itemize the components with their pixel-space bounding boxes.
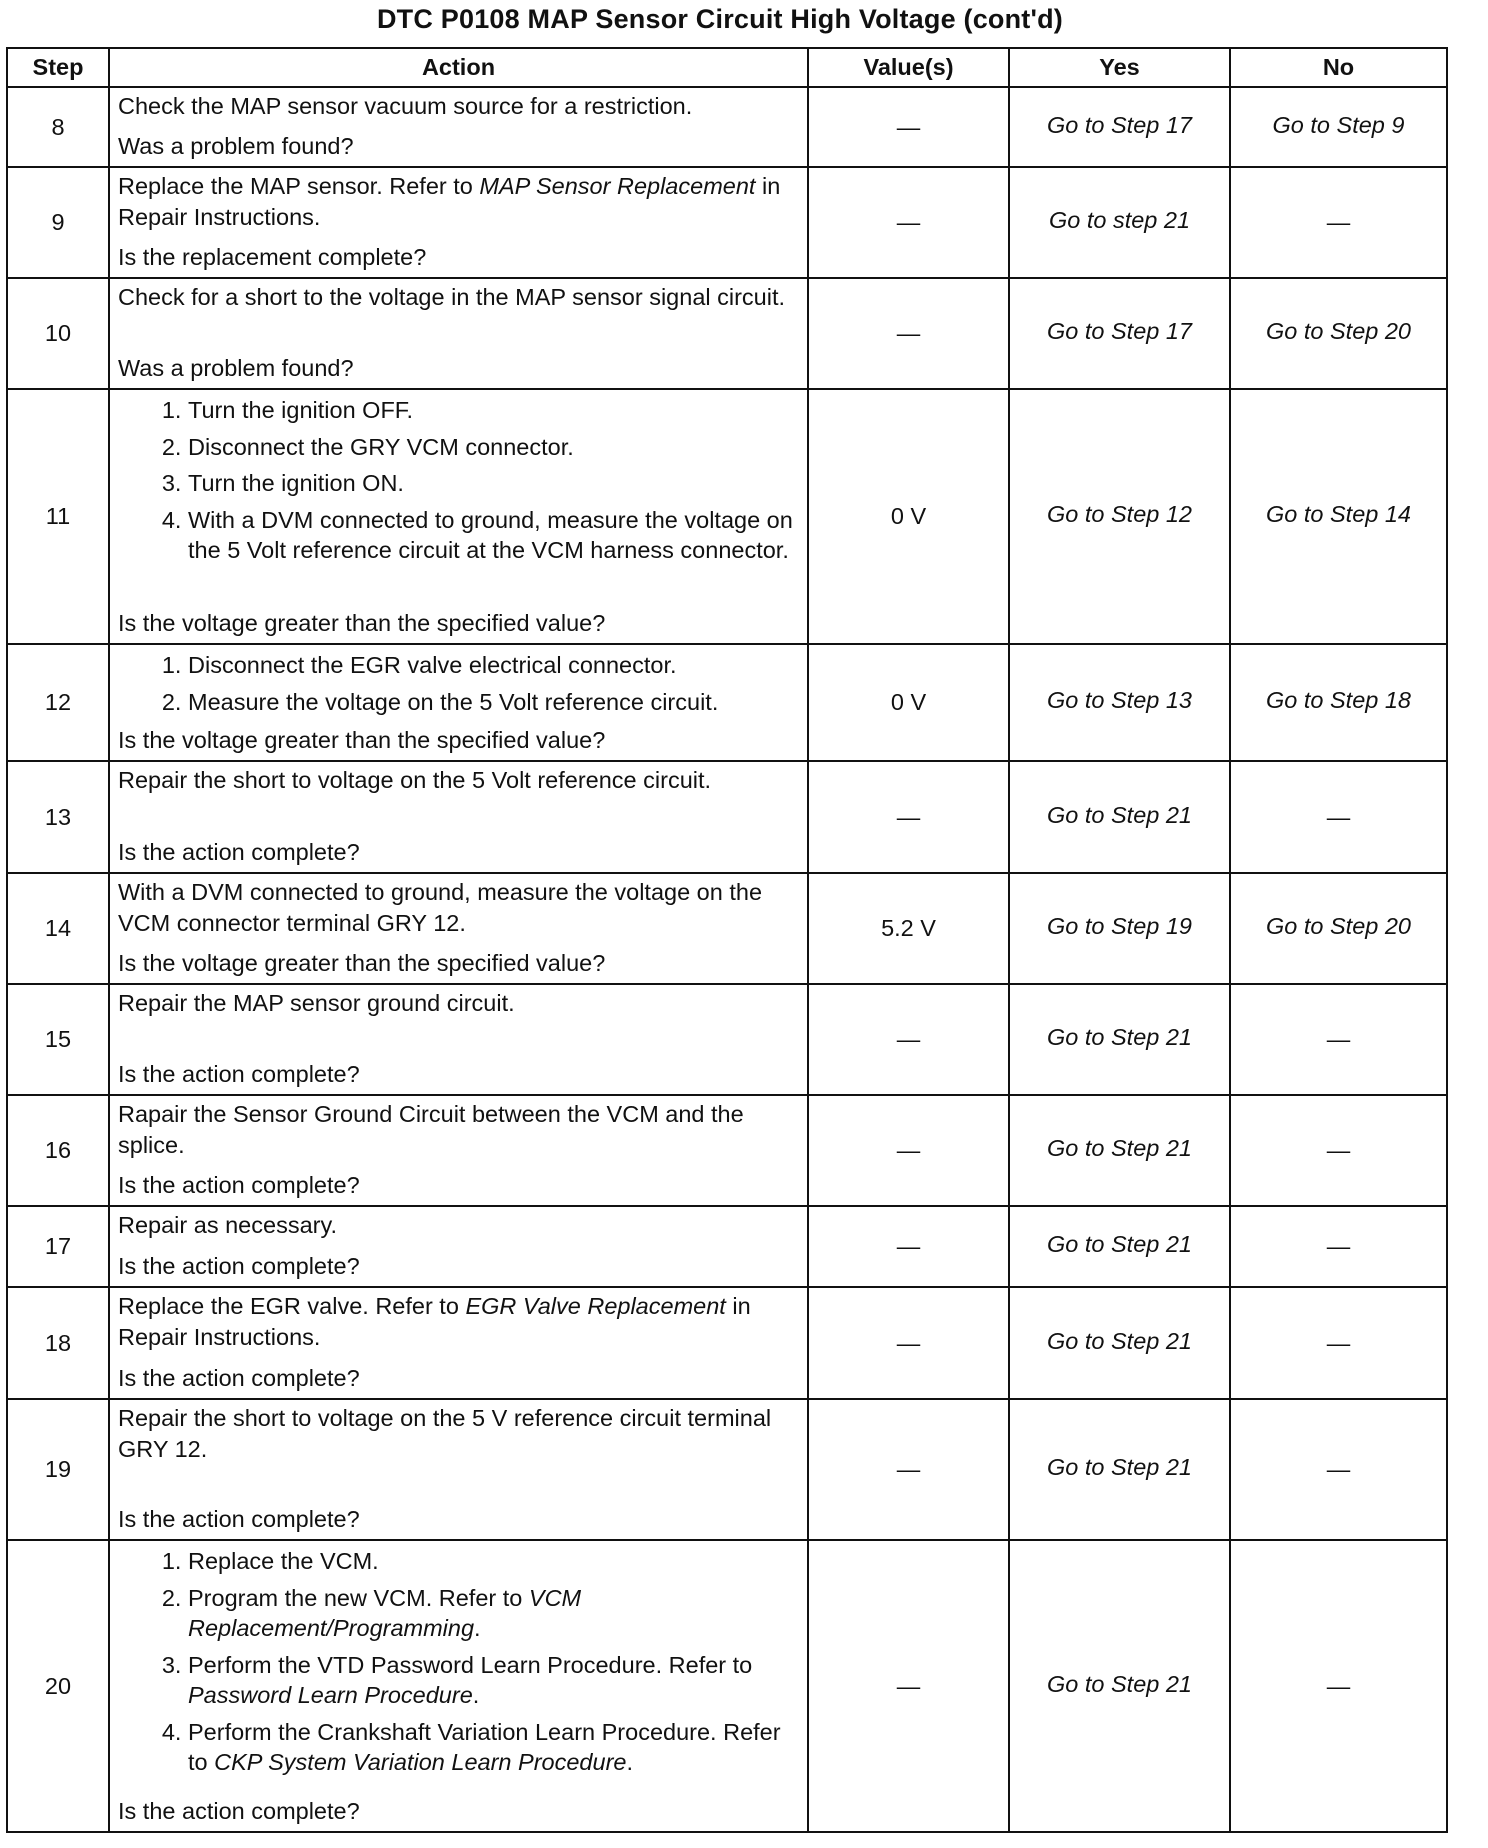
header-yes: Yes	[1009, 48, 1230, 87]
no-result: Go to Step 14	[1230, 389, 1447, 644]
action-text: Rapair the Sensor Ground Circuit between the VCM and the splice.	[118, 1101, 744, 1158]
action-question: Was a problem found?	[118, 133, 354, 160]
action-body	[118, 1544, 799, 1827]
action-cell	[109, 167, 808, 278]
diagnostic-table	[6, 47, 1448, 1833]
action-steps-list	[118, 650, 799, 717]
value-cell: 0 V	[808, 389, 1009, 644]
value-cell: —	[808, 1206, 1009, 1287]
list-item	[188, 1717, 799, 1778]
step-number: 13	[7, 761, 109, 873]
value-cell: —	[808, 1287, 1009, 1399]
header-step: Step	[7, 48, 109, 87]
action-question: Is the action complete?	[118, 839, 360, 866]
value-cell: 5.2 V	[808, 873, 1009, 984]
action-cell	[109, 389, 808, 644]
action-text: Replace the MAP sensor. Refer to	[118, 173, 480, 199]
no-result: —	[1230, 167, 1447, 278]
yes-result: Go to Step 21	[1009, 1540, 1230, 1832]
no-result: —	[1230, 1540, 1447, 1832]
action-question: Is the voltage greater than the specified value?	[118, 727, 606, 754]
list-item-text: Perform the Crankshaft Variation Learn Procedure. Refer to	[188, 1718, 781, 1776]
action-cell	[109, 1287, 808, 1399]
action-reference: EGR Valve Replacement	[465, 1293, 726, 1319]
no-result: Go to Step 20	[1230, 873, 1447, 984]
page-title: DTC P0108 MAP Sensor Circuit High Voltage (cont'd)	[376, 4, 1063, 34]
action-instructions	[118, 1403, 799, 1464]
list-item	[188, 1583, 799, 1644]
yes-result: Go to Step 21	[1009, 1399, 1230, 1540]
action-instructions	[118, 282, 799, 313]
action-body	[118, 765, 799, 868]
action-body	[118, 1099, 799, 1201]
no-result: Go to Step 18	[1230, 644, 1447, 761]
list-item	[188, 1650, 799, 1711]
no-result: —	[1230, 1399, 1447, 1540]
list-item: 4. With a DVM connected to ground, measure the voltage on the 5 Volt reference circuit at the VCM harness connector.	[188, 505, 799, 566]
yes-result: Go to Step 17	[1009, 87, 1230, 167]
step-number: 11	[7, 389, 109, 644]
list-item: 1. Turn the ignition OFF.	[188, 395, 799, 426]
action-cell	[109, 873, 808, 984]
action-cell	[109, 761, 808, 873]
step-number: 17	[7, 1206, 109, 1287]
value-cell: —	[808, 761, 1009, 873]
step-number: 8	[7, 87, 109, 167]
action-text	[118, 171, 799, 232]
yes-result: Go to Step 13	[1009, 644, 1230, 761]
header-action: Action	[109, 48, 808, 87]
action-text: in Repair Instructions.	[118, 1293, 751, 1350]
action-question: Is the replacement complete?	[118, 244, 427, 271]
table-row	[7, 1540, 1447, 1832]
action-text: With a DVM connected to ground, measure the voltage on the VCM connector terminal GRY 12.	[118, 879, 763, 936]
table-row	[7, 87, 1447, 167]
action-text: Check the MAP sensor vacuum source for a restriction.	[118, 93, 693, 119]
action-text: Replace the EGR valve. Refer to	[118, 1293, 466, 1319]
list-item-reference: CKP System Variation Learn Procedure	[214, 1749, 627, 1776]
step-number: 10	[7, 278, 109, 389]
action-instructions	[118, 1210, 799, 1241]
action-question: Is the voltage greater than the specified value?	[118, 610, 606, 637]
action-reference: MAP Sensor Replacement	[479, 173, 756, 199]
list-item-text: Program the new VCM. Refer to	[188, 1584, 529, 1611]
action-question: Was a problem found?	[118, 355, 354, 382]
yes-result: Go to Step 21	[1009, 984, 1230, 1095]
action-cell	[109, 1095, 808, 1206]
yes-result: Go to Step 21	[1009, 1206, 1230, 1287]
action-question: Is the action complete?	[118, 1506, 360, 1533]
no-result: —	[1230, 984, 1447, 1095]
value-cell: —	[808, 278, 1009, 389]
list-item: 1. Disconnect the EGR valve electrical connector.	[188, 650, 799, 681]
step-number: 19	[7, 1399, 109, 1540]
action-body	[118, 1291, 799, 1394]
value-cell: 0 V	[808, 644, 1009, 761]
yes-result: Go to Step 21	[1009, 1287, 1230, 1399]
table-row	[7, 389, 1447, 644]
yes-result: Go to Step 19	[1009, 873, 1230, 984]
table-header-row	[7, 48, 1447, 87]
step-number: 9	[7, 167, 109, 278]
header-values: Value(s)	[808, 48, 1009, 87]
list-item-text: Replace the VCM.	[188, 1548, 379, 1574]
table-row	[7, 1399, 1447, 1540]
action-cell	[109, 278, 808, 389]
table-row	[7, 761, 1447, 873]
action-instructions	[118, 1291, 799, 1352]
table-row	[7, 1095, 1447, 1206]
table-row	[7, 644, 1447, 761]
action-text: Repair the short to voltage on the 5 V reference circuit terminal GRY 12.	[118, 1405, 772, 1462]
action-text: Repair as necessary.	[118, 1212, 337, 1238]
action-text: Repair the short to voltage on the 5 Volt reference circuit.	[118, 767, 712, 793]
action-body	[118, 393, 799, 639]
table-row	[7, 1287, 1447, 1399]
table-row	[7, 278, 1447, 389]
action-cell	[109, 1399, 808, 1540]
value-cell: —	[808, 1095, 1009, 1206]
action-body	[118, 91, 799, 162]
action-body	[118, 988, 799, 1090]
yes-result: Go to Step 17	[1009, 278, 1230, 389]
action-body	[118, 877, 799, 979]
value-cell: —	[808, 984, 1009, 1095]
action-cell	[109, 1540, 808, 1832]
action-instructions	[118, 1099, 799, 1160]
yes-result: Go to Step 12	[1009, 389, 1230, 644]
action-instructions	[118, 988, 799, 1019]
action-question: Is the action complete?	[118, 1253, 360, 1280]
list-item-reference: Password Learn Procedure	[188, 1682, 473, 1709]
action-instructions	[118, 765, 799, 796]
action-steps-list	[118, 1546, 799, 1778]
action-cell	[109, 1206, 808, 1287]
action-question: Is the action complete?	[118, 1061, 360, 1088]
list-item-text: .	[472, 1682, 480, 1709]
list-item: 3. Turn the ignition ON.	[188, 468, 799, 499]
no-result: —	[1230, 1287, 1447, 1399]
action-question: Is the action complete?	[118, 1798, 360, 1825]
list-item: 2. Measure the voltage on the 5 Volt reference circuit.	[188, 687, 799, 718]
action-body	[118, 171, 799, 273]
action-question: Is the action complete?	[118, 1365, 360, 1392]
action-text: Check for a short to the voltage in the MAP sensor signal circuit.	[118, 284, 786, 310]
table-row	[7, 984, 1447, 1095]
action-body	[118, 648, 799, 756]
action-instructions	[118, 877, 799, 938]
no-result: —	[1230, 1206, 1447, 1287]
action-question: Is the voltage greater than the specified value?	[118, 950, 606, 977]
action-body	[118, 1210, 799, 1282]
step-number: 18	[7, 1287, 109, 1399]
table-row	[7, 873, 1447, 984]
no-result: Go to Step 9	[1230, 87, 1447, 167]
yes-result: Go to Step 21	[1009, 761, 1230, 873]
action-cell	[109, 87, 808, 167]
table-row	[7, 1206, 1447, 1287]
header-no: No	[1230, 48, 1447, 87]
value-cell: —	[808, 167, 1009, 278]
list-item-text: .	[474, 1615, 481, 1642]
no-result: —	[1230, 1095, 1447, 1206]
action-body	[118, 282, 799, 384]
value-cell: —	[808, 1540, 1009, 1832]
action-body	[118, 1403, 799, 1535]
action-instructions	[118, 1544, 799, 1780]
action-instructions	[118, 648, 799, 719]
action-steps-list	[118, 395, 799, 566]
table-row	[7, 167, 1447, 278]
no-result: Go to Step 20	[1230, 278, 1447, 389]
step-number: 15	[7, 984, 109, 1095]
yes-result: Go to step 21	[1009, 167, 1230, 278]
action-question: Is the action complete?	[118, 1172, 360, 1199]
action-text: in Repair Instructions.	[118, 173, 781, 230]
action-text	[118, 1291, 799, 1352]
list-item-reference: VCM Replacement/Programming	[188, 1584, 582, 1642]
step-number: 16	[7, 1095, 109, 1206]
action-cell	[109, 984, 808, 1095]
value-cell: —	[808, 87, 1009, 167]
list-item-text: .	[626, 1749, 633, 1776]
step-number: 20	[7, 1540, 109, 1832]
value-cell: —	[808, 1399, 1009, 1540]
list-item	[188, 1546, 799, 1577]
action-instructions	[118, 393, 799, 568]
no-result: —	[1230, 761, 1447, 873]
action-instructions	[118, 171, 799, 232]
action-text: Repair the MAP sensor ground circuit.	[118, 990, 515, 1016]
yes-result: Go to Step 21	[1009, 1095, 1230, 1206]
step-number: 12	[7, 644, 109, 761]
action-instructions	[118, 91, 799, 122]
action-cell	[109, 644, 808, 761]
list-item: 2. Disconnect the GRY VCM connector.	[188, 432, 799, 463]
step-number: 14	[7, 873, 109, 984]
list-item-text: Perform the VTD Password Learn Procedure. Refer to	[188, 1651, 753, 1678]
